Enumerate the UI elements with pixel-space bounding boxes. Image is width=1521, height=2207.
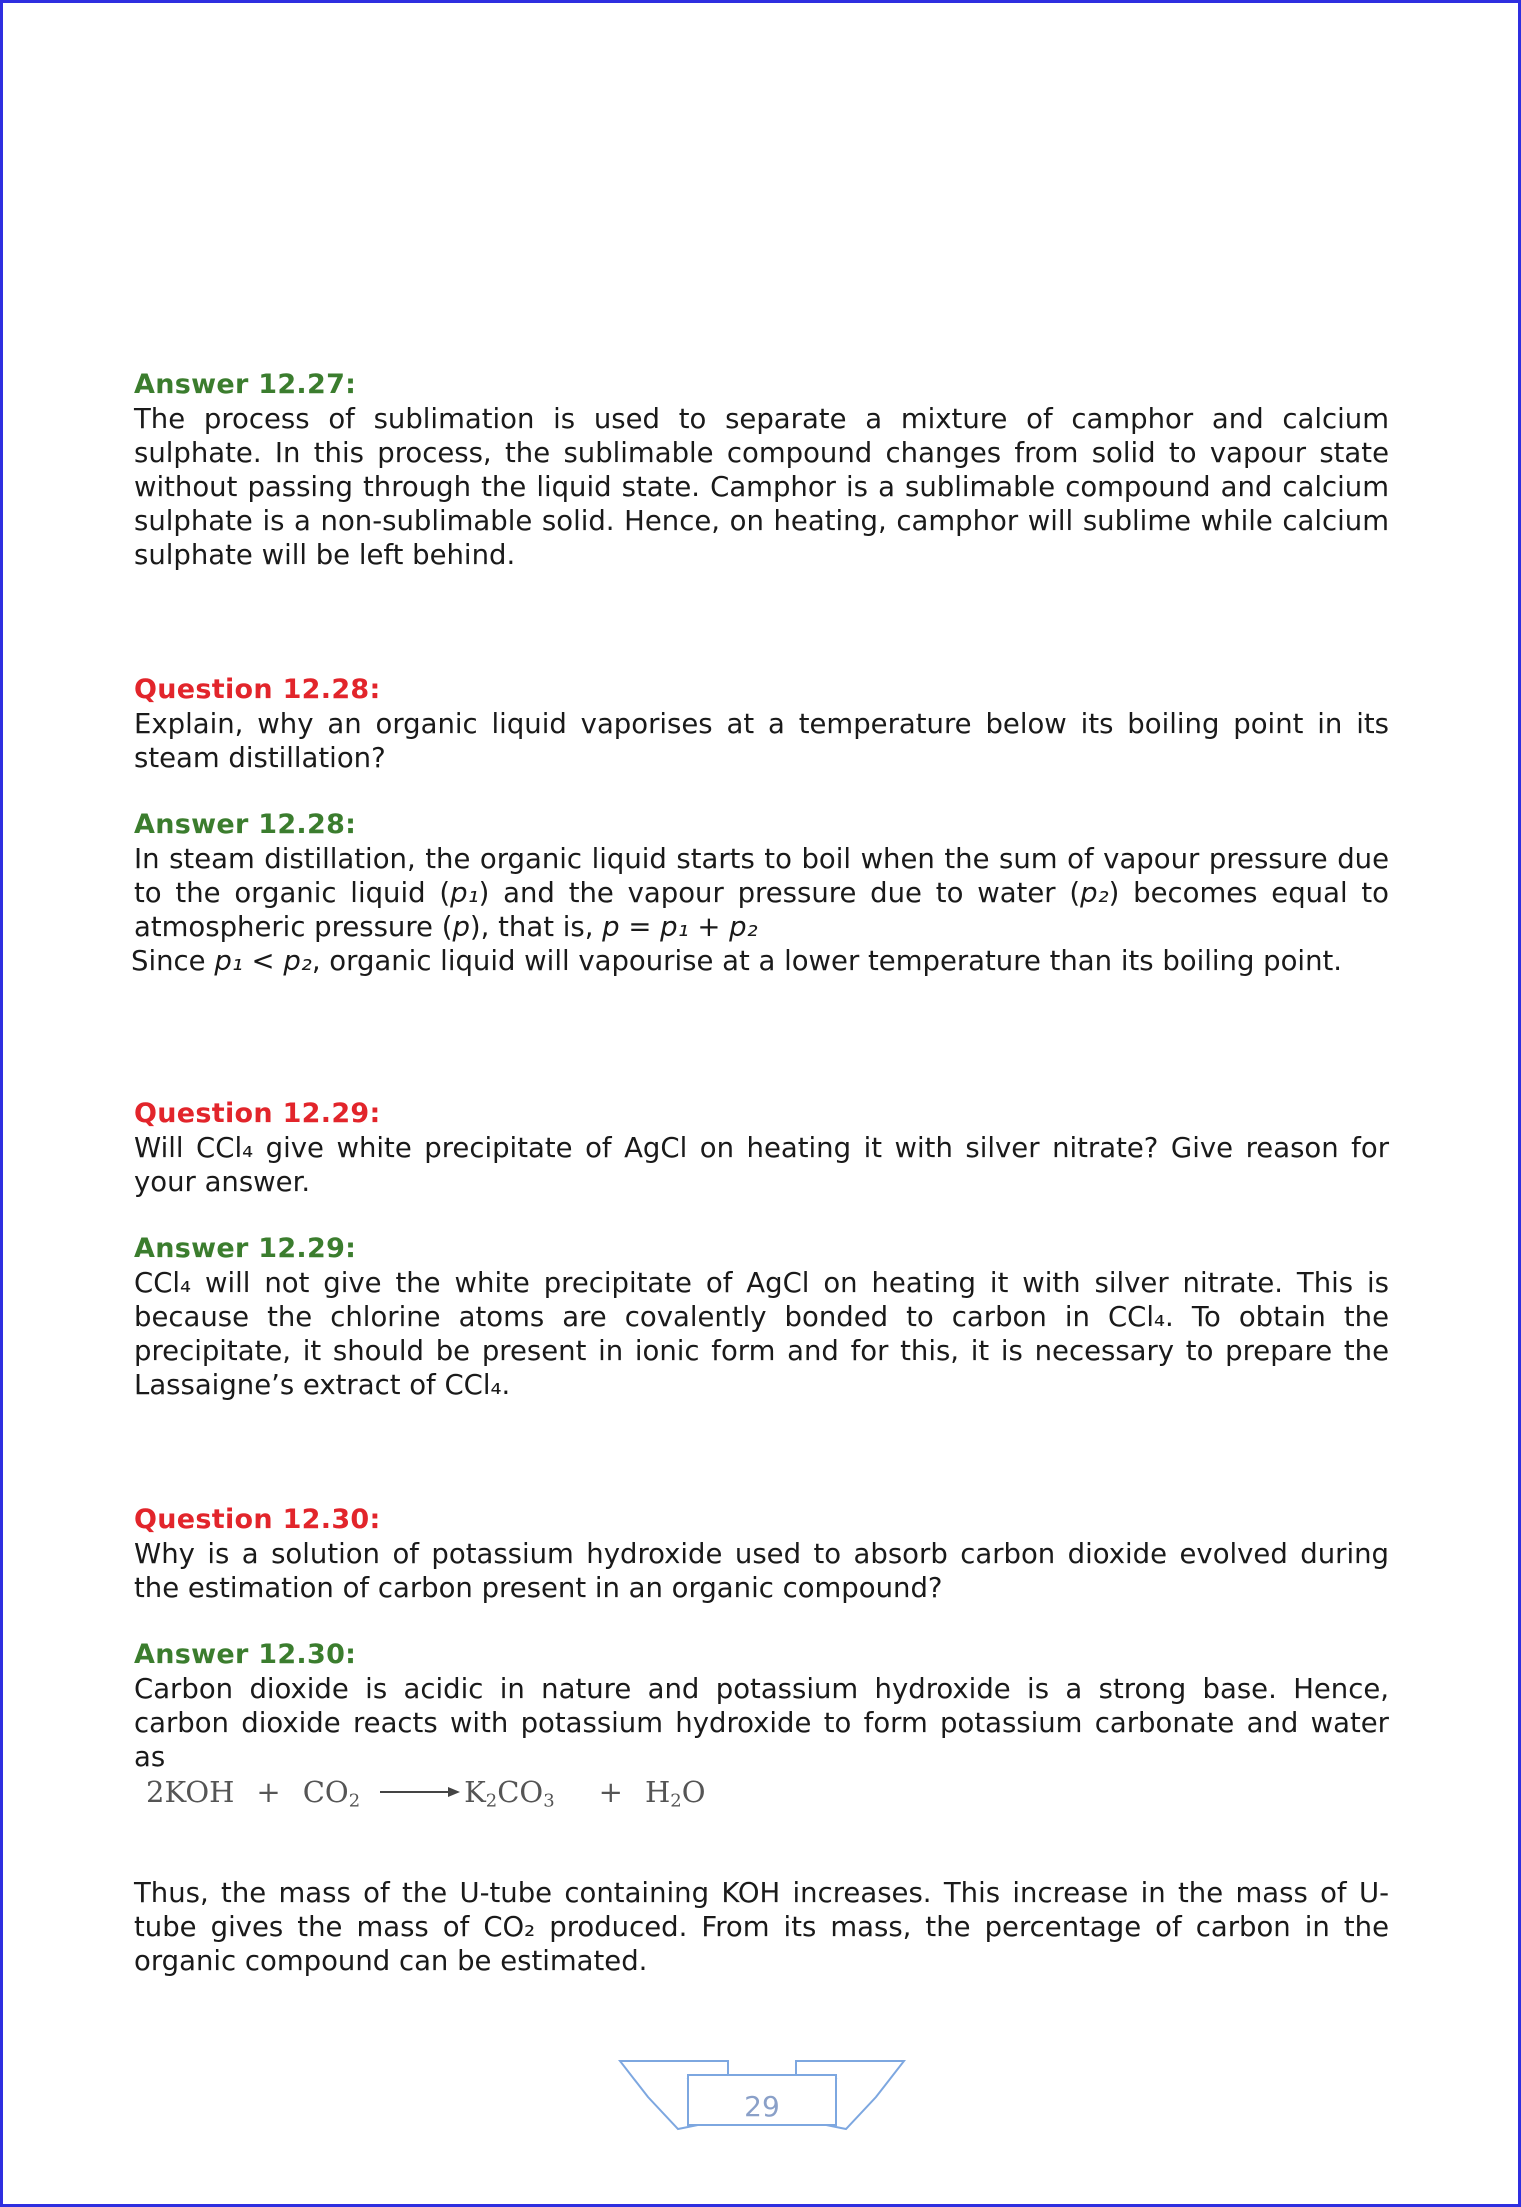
- text-segment: ), that is,: [469, 911, 603, 943]
- text-segment: , organic liquid will vapourise at a lower temperature than its boiling point.: [311, 945, 1343, 977]
- question-12-30: [134, 1503, 1389, 1605]
- question-text: Why is a solution of potassium hydroxide used to absorb carbon dioxide evolved during the estimation of carbon present in an organic compound?: [134, 1538, 1389, 1604]
- page-number: 29: [744, 2090, 780, 2123]
- question-heading: Question 12.29:: [134, 1098, 381, 1129]
- text-segment: In steam distillation, the organic liquid starts to boil when the sum of vapour pressure due to the organic liquid (: [134, 843, 1389, 909]
- question-12-29: [134, 1097, 1389, 1199]
- answer-12-27: [134, 368, 1389, 572]
- question-text: Explain, why an organic liquid vaporises at a temperature below its boiling point in its steam distillation?: [134, 708, 1389, 774]
- plus-sign: +: [256, 1775, 281, 1809]
- product-h2o: $H_2O$: [644, 1775, 706, 1812]
- answer-text: Carbon dioxide is acidic in nature and potassium hydroxide is a strong base. Hence, carbon dioxide reacts with potassium hydroxide to form potassium carbonate and water as: [134, 1673, 1389, 1773]
- answer-text: Thus, the mass of the U-tube containing KOH increases. This increase in the mass of U-tube gives the mass of CO₂ produced. From its mass, the percentage of carbon in the organic compound can be estimated.: [134, 1877, 1389, 1977]
- answer-12-30-continued: [134, 1876, 1389, 1978]
- symbol-p: p: [452, 911, 470, 943]
- text-segment: ) and the vapour pressure due to water (: [478, 877, 1081, 909]
- answer-12-28: [131, 808, 1390, 978]
- question-heading: Question 12.28:: [134, 674, 381, 705]
- reaction-arrow-icon: [380, 1782, 460, 1802]
- symbol-p2: p₂: [1080, 877, 1109, 909]
- product-k2co3: $K_2CO_3$: [464, 1775, 555, 1812]
- symbol-p1: p₁: [450, 877, 479, 909]
- reactant-koh: 2KOH: [146, 1775, 235, 1809]
- answer-conclusion: [131, 944, 1389, 978]
- answer-heading: Answer 12.28:: [134, 809, 357, 840]
- plus-sign: +: [598, 1775, 623, 1809]
- reactant-co2: $CO_2$: [302, 1775, 361, 1812]
- answer-heading: Answer 12.29:: [134, 1233, 357, 1264]
- answer-12-30: [134, 1638, 1389, 1774]
- question-12-28: [134, 673, 1389, 775]
- answer-12-29: [134, 1232, 1389, 1402]
- question-text: Will CCl₄ give white precipitate of AgCl on heating it with silver nitrate? Give reason for your answer.: [134, 1132, 1389, 1198]
- text-segment: Since: [131, 945, 215, 977]
- answer-heading: Answer 12.27:: [134, 369, 357, 400]
- answer-heading: Answer 12.30:: [134, 1639, 357, 1670]
- pressure-equation: p = p₁ + p₂: [602, 911, 758, 943]
- answer-text: The process of sublimation is used to separate a mixture of camphor and calcium sulphate. In this process, the sublimable compound changes from solid to vapour state without passing through the liquid state. Camphor is a sublimable compound and calcium sulphate is a non-sublimable solid. Hence, on heating, camphor will sublime while calcium sulphate will be left behind.: [134, 403, 1389, 571]
- answer-text: CCl₄ will not give the white precipitate of AgCl on heating it with silver nitrate. This is because the chlorine atoms are covalently bonded to carbon in CCl₄. To obtain the precipitate, it should be present in ionic form and for this, it is necessary to prepare the Lassaigne’s extract of CCl₄.: [134, 1267, 1389, 1401]
- question-heading: Question 12.30:: [134, 1504, 381, 1535]
- answer-text: [134, 842, 1389, 944]
- pressure-inequality: p₁ < p₂: [214, 945, 312, 977]
- chemical-equation: [146, 1775, 706, 1812]
- text-segment: ) becomes equal to atmospheric pressure (: [134, 877, 1390, 943]
